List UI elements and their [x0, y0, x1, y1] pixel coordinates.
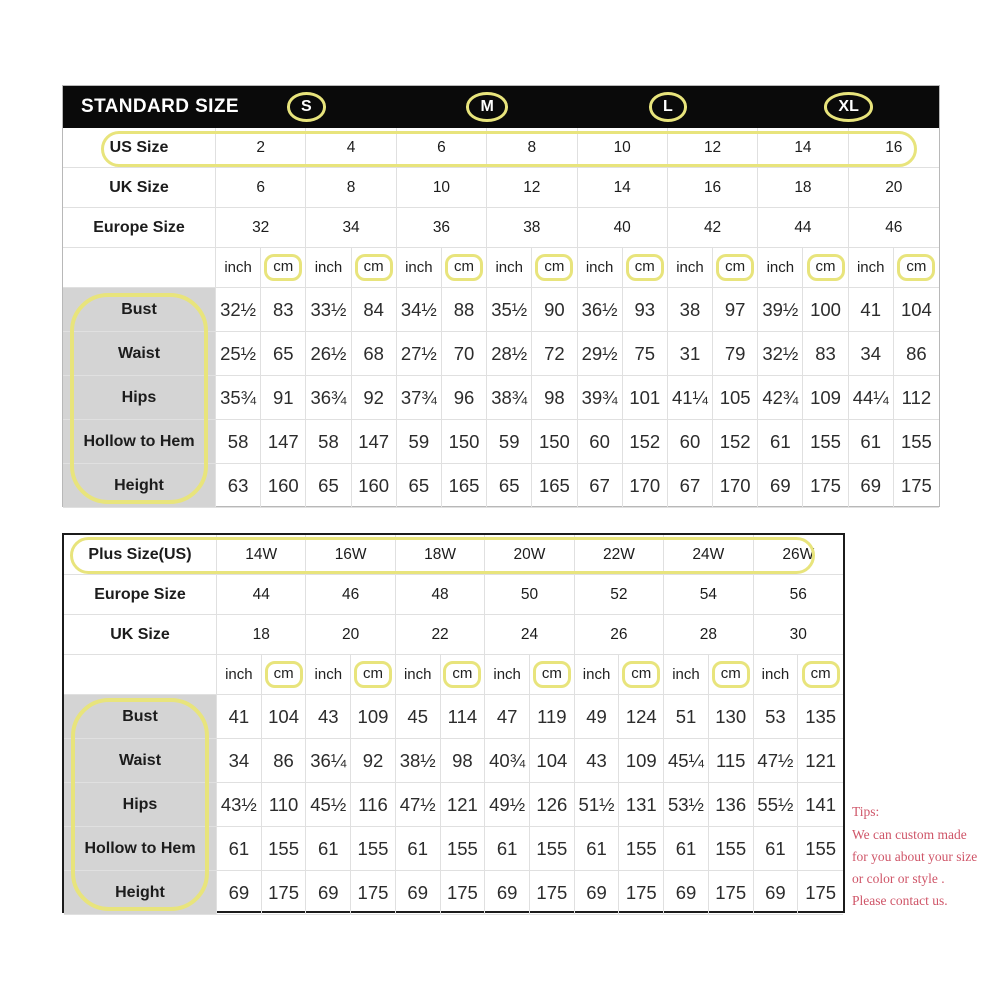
plus-height-value: 175 — [441, 871, 486, 915]
plus-height-value: 69 — [485, 871, 530, 915]
plus-hips-value: 51½ — [575, 783, 620, 827]
plus-waist-value: 98 — [441, 739, 486, 783]
hips-value: 96 — [442, 376, 487, 420]
cm-highlight-box: cm — [443, 661, 481, 688]
plus-height-value: 175 — [262, 871, 307, 915]
plus-bust-value: 109 — [351, 695, 396, 739]
plus-bust-value: 43 — [306, 695, 351, 739]
plus-hips-value: 49½ — [485, 783, 530, 827]
cm-highlight-box: cm — [535, 254, 573, 281]
hips-value: 44¼ — [849, 376, 894, 420]
cm-highlight-box: cm — [626, 254, 664, 281]
row-label-plus-bust: Bust — [64, 695, 217, 739]
height-value: 160 — [261, 464, 306, 508]
hips-value: 109 — [803, 376, 848, 420]
bust-value: 100 — [803, 288, 848, 332]
plus-size-value: 18W — [396, 535, 485, 575]
tips-note — [852, 801, 1000, 912]
plus-bust-value: 47 — [485, 695, 530, 739]
row-label-bust: Bust — [63, 288, 216, 332]
plus-size-value: 26W — [754, 535, 843, 575]
unit-cm-cell — [803, 248, 848, 288]
plus-bust-value: 119 — [530, 695, 575, 739]
row-label-waist: Waist — [63, 332, 216, 376]
waist-value: 29½ — [578, 332, 623, 376]
height-row — [63, 464, 939, 508]
hollow-to-hem-value: 59 — [397, 420, 442, 464]
us-size-value: 14 — [758, 128, 848, 168]
plus-hips-value: 45½ — [306, 783, 351, 827]
bust-value: 93 — [623, 288, 668, 332]
size-group-l-highlight-oval: L — [649, 92, 687, 121]
plus-waist-value: 38½ — [396, 739, 441, 783]
unit-inch-cell: inch — [216, 248, 261, 288]
plus-hips-value: 53½ — [664, 783, 709, 827]
plus-hips-row — [64, 783, 843, 827]
size-group-s — [216, 86, 397, 128]
unit-inch-cell: inch — [849, 248, 894, 288]
plus-waist-value: 115 — [709, 739, 754, 783]
plus-europe-size-value: 56 — [754, 575, 843, 615]
unit-cm-cell — [619, 655, 664, 695]
plus-hollow-to-hem-value: 61 — [306, 827, 351, 871]
cm-highlight-box: cm — [807, 254, 845, 281]
europe-size-row — [63, 208, 939, 248]
plus-hollow-to-hem-value: 61 — [485, 827, 530, 871]
uk-size-value: 14 — [578, 168, 668, 208]
us-size-value: 2 — [216, 128, 306, 168]
waist-value: 28½ — [487, 332, 532, 376]
bust-value: 38 — [668, 288, 713, 332]
empty-corner-cell — [63, 248, 216, 288]
plus-height-value: 175 — [798, 871, 843, 915]
cm-highlight-box: cm — [802, 661, 840, 688]
plus-waist-value: 86 — [262, 739, 307, 783]
cm-highlight-box: cm — [622, 661, 660, 688]
height-value: 65 — [487, 464, 532, 508]
height-value: 170 — [623, 464, 668, 508]
plus-height-value: 175 — [530, 871, 575, 915]
waist-value: 27½ — [397, 332, 442, 376]
plus-waist-value: 104 — [530, 739, 575, 783]
uk-size-value: 18 — [758, 168, 848, 208]
plus-uk-size-value: 30 — [754, 615, 843, 655]
us-size-value: 4 — [306, 128, 396, 168]
plus-hollow-to-hem-value: 155 — [798, 827, 843, 871]
row-label-plus-size: Plus Size(US) — [64, 535, 217, 575]
europe-size-value: 42 — [668, 208, 758, 248]
us-size-value: 10 — [578, 128, 668, 168]
europe-size-value: 32 — [216, 208, 306, 248]
plus-hollow-to-hem-row — [64, 827, 843, 871]
unit-inch-cell: inch — [217, 655, 262, 695]
cm-highlight-box: cm — [897, 254, 935, 281]
units-row — [63, 248, 939, 288]
unit-inch-cell: inch — [754, 655, 799, 695]
bust-value: 97 — [713, 288, 758, 332]
size-group-s-highlight-oval: S — [287, 92, 326, 121]
row-label-plus-uk-size: UK Size — [64, 615, 217, 655]
hips-value: 39¾ — [578, 376, 623, 420]
unit-cm-cell — [261, 248, 306, 288]
plus-size-value: 24W — [664, 535, 753, 575]
plus-size-value: 14W — [217, 535, 306, 575]
cm-highlight-box: cm — [716, 254, 754, 281]
plus-hips-value: 131 — [619, 783, 664, 827]
bust-row — [63, 288, 939, 332]
plus-height-value: 69 — [575, 871, 620, 915]
height-value: 69 — [849, 464, 894, 508]
plus-waist-value: 109 — [619, 739, 664, 783]
tips-line: Please contact us. — [852, 893, 948, 908]
plus-units-row — [64, 655, 843, 695]
hips-value: 101 — [623, 376, 668, 420]
plus-hips-value: 47½ — [396, 783, 441, 827]
hips-value: 91 — [261, 376, 306, 420]
waist-value: 31 — [668, 332, 713, 376]
waist-value: 32½ — [758, 332, 803, 376]
row-label-us-size: US Size — [63, 128, 216, 168]
height-value: 175 — [894, 464, 939, 508]
europe-size-value: 40 — [578, 208, 668, 248]
unit-inch-cell: inch — [487, 248, 532, 288]
hollow-to-hem-row — [63, 420, 939, 464]
waist-value: 68 — [352, 332, 397, 376]
uk-size-value: 16 — [668, 168, 758, 208]
unit-inch-cell: inch — [397, 248, 442, 288]
plus-bust-value: 51 — [664, 695, 709, 739]
unit-inch-cell: inch — [306, 655, 351, 695]
bust-value: 33½ — [306, 288, 351, 332]
plus-waist-value: 43 — [575, 739, 620, 783]
uk-size-row — [63, 168, 939, 208]
europe-size-value: 34 — [306, 208, 396, 248]
waist-value: 79 — [713, 332, 758, 376]
plus-empty-corner-cell — [64, 655, 217, 695]
plus-europe-size-value: 52 — [575, 575, 664, 615]
hollow-to-hem-value: 150 — [532, 420, 577, 464]
tips-line: for you about your size — [852, 849, 978, 864]
us-size-row — [63, 128, 939, 168]
unit-inch-cell: inch — [396, 655, 441, 695]
plus-bust-value: 53 — [754, 695, 799, 739]
cm-highlight-box: cm — [355, 254, 393, 281]
waist-value: 75 — [623, 332, 668, 376]
unit-cm-cell — [532, 248, 577, 288]
plus-uk-size-value: 20 — [306, 615, 395, 655]
unit-cm-cell — [351, 655, 396, 695]
waist-value: 34 — [849, 332, 894, 376]
uk-size-value: 6 — [216, 168, 306, 208]
height-value: 170 — [713, 464, 758, 508]
hips-value: 105 — [713, 376, 758, 420]
uk-size-value: 8 — [306, 168, 396, 208]
unit-inch-cell: inch — [306, 248, 351, 288]
plus-hollow-to-hem-value: 155 — [262, 827, 307, 871]
hollow-to-hem-value: 61 — [849, 420, 894, 464]
bust-value: 90 — [532, 288, 577, 332]
height-value: 165 — [532, 464, 577, 508]
us-size-value: 8 — [487, 128, 577, 168]
hollow-to-hem-value: 150 — [442, 420, 487, 464]
plus-waist-value: 34 — [217, 739, 262, 783]
bust-value: 32½ — [216, 288, 261, 332]
plus-hollow-to-hem-value: 61 — [217, 827, 262, 871]
row-label-plus-hollow-to-hem: Hollow to Hem — [64, 827, 217, 871]
cm-highlight-box: cm — [354, 661, 392, 688]
waist-value: 86 — [894, 332, 939, 376]
europe-size-value: 36 — [397, 208, 487, 248]
unit-cm-cell — [352, 248, 397, 288]
plus-hollow-to-hem-value: 155 — [351, 827, 396, 871]
standard-size-title: STANDARD SIZE — [81, 96, 239, 117]
cm-highlight-box: cm — [265, 661, 303, 688]
plus-height-value: 175 — [351, 871, 396, 915]
plus-bust-value: 49 — [575, 695, 620, 739]
hips-value: 98 — [532, 376, 577, 420]
height-value: 65 — [306, 464, 351, 508]
row-label-plus-hips: Hips — [64, 783, 217, 827]
plus-waist-value: 121 — [798, 739, 843, 783]
hips-value: 35¾ — [216, 376, 261, 420]
plus-waist-value: 45¼ — [664, 739, 709, 783]
plus-europe-size-value: 54 — [664, 575, 753, 615]
plus-uk-size-row — [64, 615, 843, 655]
uk-size-value: 20 — [849, 168, 939, 208]
waist-value: 83 — [803, 332, 848, 376]
plus-bust-value: 124 — [619, 695, 664, 739]
cm-highlight-box: cm — [712, 661, 750, 688]
europe-size-value: 38 — [487, 208, 577, 248]
hollow-to-hem-value: 155 — [894, 420, 939, 464]
hips-value: 36¾ — [306, 376, 351, 420]
plus-hollow-to-hem-value: 155 — [619, 827, 664, 871]
plus-hips-value: 55½ — [754, 783, 799, 827]
plus-hollow-to-hem-value: 155 — [709, 827, 754, 871]
plus-bust-value: 114 — [441, 695, 486, 739]
unit-cm-cell — [441, 655, 486, 695]
plus-hollow-to-hem-value: 61 — [754, 827, 799, 871]
bust-value: 104 — [894, 288, 939, 332]
plus-height-value: 175 — [709, 871, 754, 915]
unit-cm-cell — [442, 248, 487, 288]
plus-height-value: 69 — [396, 871, 441, 915]
plus-hips-value: 116 — [351, 783, 396, 827]
plus-hollow-to-hem-value: 61 — [664, 827, 709, 871]
plus-size-value: 16W — [306, 535, 395, 575]
height-value: 65 — [397, 464, 442, 508]
europe-size-value: 46 — [849, 208, 939, 248]
height-value: 175 — [803, 464, 848, 508]
unit-cm-cell — [709, 655, 754, 695]
plus-hips-value: 121 — [441, 783, 486, 827]
tips-heading: Tips: — [852, 804, 880, 819]
plus-bust-value: 41 — [217, 695, 262, 739]
hollow-to-hem-value: 147 — [261, 420, 306, 464]
plus-hips-value: 136 — [709, 783, 754, 827]
plus-hollow-to-hem-value: 155 — [530, 827, 575, 871]
size-group-xl — [758, 86, 939, 128]
unit-cm-cell — [713, 248, 758, 288]
size-group-l — [578, 86, 759, 128]
unit-cm-cell — [262, 655, 307, 695]
hollow-to-hem-value: 58 — [216, 420, 261, 464]
unit-cm-cell — [798, 655, 843, 695]
plus-size-value: 20W — [485, 535, 574, 575]
plus-height-value: 69 — [306, 871, 351, 915]
plus-hips-value: 110 — [262, 783, 307, 827]
hips-row — [63, 376, 939, 420]
height-value: 63 — [216, 464, 261, 508]
unit-inch-cell: inch — [668, 248, 713, 288]
plus-bust-value: 135 — [798, 695, 843, 739]
waist-value: 25½ — [216, 332, 261, 376]
bust-value: 83 — [261, 288, 306, 332]
cm-highlight-box: cm — [264, 254, 302, 281]
cm-highlight-box: cm — [445, 254, 483, 281]
plus-waist-value: 36¼ — [306, 739, 351, 783]
size-group-m-highlight-oval: M — [466, 92, 507, 121]
plus-europe-size-value: 50 — [485, 575, 574, 615]
cm-highlight-box: cm — [533, 661, 571, 688]
plus-size-row — [64, 535, 843, 575]
bust-value: 84 — [352, 288, 397, 332]
tips-line: or color or style . — [852, 871, 945, 886]
hollow-to-hem-value: 60 — [668, 420, 713, 464]
plus-bust-value: 130 — [709, 695, 754, 739]
uk-size-value: 12 — [487, 168, 577, 208]
plus-waist-value: 40¾ — [485, 739, 530, 783]
waist-value: 65 — [261, 332, 306, 376]
plus-uk-size-value: 22 — [396, 615, 485, 655]
plus-uk-size-value: 26 — [575, 615, 664, 655]
height-value: 67 — [578, 464, 623, 508]
hollow-to-hem-value: 152 — [623, 420, 668, 464]
plus-bust-row — [64, 695, 843, 739]
hips-value: 112 — [894, 376, 939, 420]
waist-value: 72 — [532, 332, 577, 376]
plus-europe-size-value: 44 — [217, 575, 306, 615]
plus-uk-size-value: 18 — [217, 615, 306, 655]
size-group-m — [397, 86, 578, 128]
plus-height-value: 69 — [664, 871, 709, 915]
plus-hollow-to-hem-value: 61 — [396, 827, 441, 871]
bust-value: 36½ — [578, 288, 623, 332]
plus-height-value: 69 — [217, 871, 262, 915]
waist-row — [63, 332, 939, 376]
hips-value: 42¾ — [758, 376, 803, 420]
plus-europe-size-value: 48 — [396, 575, 485, 615]
plus-hollow-to-hem-value: 155 — [441, 827, 486, 871]
plus-hips-value: 43½ — [217, 783, 262, 827]
us-size-value: 6 — [397, 128, 487, 168]
row-label-hollow-to-hem: Hollow to Hem — [63, 420, 216, 464]
plus-bust-value: 45 — [396, 695, 441, 739]
unit-inch-cell: inch — [664, 655, 709, 695]
height-value: 160 — [352, 464, 397, 508]
row-label-plus-height: Height — [64, 871, 217, 915]
plus-bust-value: 104 — [262, 695, 307, 739]
row-label-height: Height — [63, 464, 216, 508]
unit-cm-cell — [894, 248, 939, 288]
plus-size-value: 22W — [575, 535, 664, 575]
unit-inch-cell: inch — [578, 248, 623, 288]
us-size-value: 16 — [849, 128, 939, 168]
plus-hips-value: 141 — [798, 783, 843, 827]
standard-size-table — [62, 85, 940, 507]
hollow-to-hem-value: 60 — [578, 420, 623, 464]
hollow-to-hem-value: 61 — [758, 420, 803, 464]
hollow-to-hem-value: 147 — [352, 420, 397, 464]
waist-value: 70 — [442, 332, 487, 376]
hips-value: 38¾ — [487, 376, 532, 420]
hollow-to-hem-value: 58 — [306, 420, 351, 464]
tips-line: We can custom made — [852, 827, 967, 842]
unit-cm-cell — [530, 655, 575, 695]
hollow-to-hem-value: 59 — [487, 420, 532, 464]
uk-size-value: 10 — [397, 168, 487, 208]
plus-uk-size-value: 28 — [664, 615, 753, 655]
hollow-to-hem-value: 152 — [713, 420, 758, 464]
us-size-value: 12 — [668, 128, 758, 168]
unit-inch-cell: inch — [758, 248, 803, 288]
bust-value: 39½ — [758, 288, 803, 332]
plus-waist-value: 92 — [351, 739, 396, 783]
height-value: 165 — [442, 464, 487, 508]
size-group-xl-highlight-oval: XL — [824, 92, 872, 121]
hips-value: 37¾ — [397, 376, 442, 420]
hips-value: 92 — [352, 376, 397, 420]
height-value: 69 — [758, 464, 803, 508]
plus-uk-size-value: 24 — [485, 615, 574, 655]
row-label-uk-size: UK Size — [63, 168, 216, 208]
bust-value: 41 — [849, 288, 894, 332]
unit-inch-cell: inch — [485, 655, 530, 695]
plus-height-value: 69 — [754, 871, 799, 915]
row-label-plus-waist: Waist — [64, 739, 217, 783]
plus-europe-size-row — [64, 575, 843, 615]
hollow-to-hem-value: 155 — [803, 420, 848, 464]
plus-europe-size-value: 46 — [306, 575, 395, 615]
standard-size-header — [63, 86, 939, 128]
row-label-hips: Hips — [63, 376, 216, 420]
bust-value: 34½ — [397, 288, 442, 332]
bust-value: 35½ — [487, 288, 532, 332]
waist-value: 26½ — [306, 332, 351, 376]
plus-hollow-to-hem-value: 61 — [575, 827, 620, 871]
europe-size-value: 44 — [758, 208, 848, 248]
bust-value: 88 — [442, 288, 487, 332]
height-value: 67 — [668, 464, 713, 508]
plus-size-table — [62, 533, 845, 913]
plus-hips-value: 126 — [530, 783, 575, 827]
row-label-plus-europe-size: Europe Size — [64, 575, 217, 615]
plus-height-row — [64, 871, 843, 915]
row-label-europe-size: Europe Size — [63, 208, 216, 248]
plus-height-value: 175 — [619, 871, 664, 915]
hips-value: 41¼ — [668, 376, 713, 420]
unit-inch-cell: inch — [575, 655, 620, 695]
unit-cm-cell — [623, 248, 668, 288]
plus-waist-row — [64, 739, 843, 783]
plus-waist-value: 47½ — [754, 739, 799, 783]
